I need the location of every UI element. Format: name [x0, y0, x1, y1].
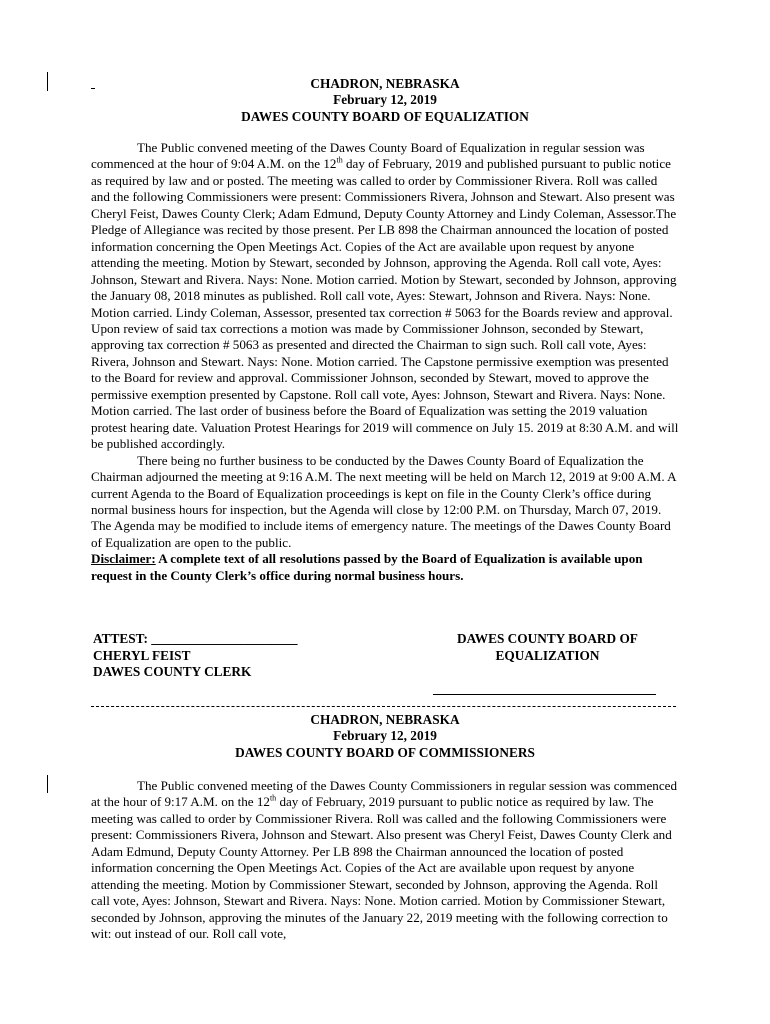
meeting2-paragraph-1: [91, 778, 679, 943]
meeting2-header: [0, 712, 770, 761]
meeting1-header: [0, 76, 770, 125]
clerk-name: CHERYL FEIST: [93, 647, 191, 663]
meeting1-paragraph-1: [91, 140, 679, 453]
meeting1-body: [91, 140, 679, 584]
clerk-title: DAWES COUNTY CLERK: [93, 664, 252, 679]
revision-bar-2: [47, 775, 48, 793]
meeting1-para1-superscript: th: [336, 156, 343, 166]
section-separator: [91, 706, 676, 707]
board-name-line2: EQUALIZATION: [495, 647, 600, 663]
board-signature-line: [433, 694, 656, 695]
meeting2-para1-part-a: The Public convened meeting of the Dawes County Commissioners in regular session was commenced at the hour of 9:17 A.M. on the 12: [91, 778, 678, 810]
meeting2-city: CHADRON, NEBRASKA: [310, 712, 460, 727]
board-signature-block: [430, 631, 665, 664]
meeting2-board: DAWES COUNTY BOARD OF COMMISSIONERS: [235, 744, 535, 760]
meeting1-board: DAWES COUNTY BOARD OF EQUALIZATION: [241, 108, 529, 124]
meeting1-city: CHADRON, NEBRASKA: [310, 76, 460, 91]
meeting2-para1-part-b: day of February, 2019 pursuant to public notice as required by law. The meeting was called to order by Commissioner Rivera. Roll was called and the following Commissioners were present: Commissioners Rivera, Johnson and Stewart. Also present was Cheryl Feist, Dawes County Clerk and Adam Edmund, Deputy County Attorney. Per LB 898 the Chairman announced the location of posted information concerning the Open Meetings Act. Copies of the Act are available upon request by anyone attending the meeting. Motion by Commissioner Stewart, seconded by Johnson, approving the Agenda. Roll call vote, Ayes: Johnson, Stewart and Rivera. Nays: None. Motion carried. Motion by Commissioner Stewart, seconded by Johnson, approving the minutes of the January 22, 2019 meeting with the following correction to wit: out instead of our. Roll call vote,: [91, 794, 672, 942]
board-name-line1: DAWES COUNTY BOARD OF: [457, 631, 638, 646]
disclaimer-label: Disclaimer:: [91, 551, 156, 567]
meeting1-disclaimer: [91, 551, 679, 584]
meeting1-paragraph-2: There being no further business to be conducted by the Dawes County Board of Equalization the Chairman adjourned the meeting at 9:16 A.M. The next meeting will be held on March 12, 2019 at 9:00 A.M. A current Agenda to the Board of Equalization proceedings is kept on file in the County Clerk’s office during normal business hours for inspection, but the Agenda will close by 12:00 P.M. on Thursday, March 07, 2019. The Agenda may be modified to include items of emergency nature. The meetings of the Dawes County Board of Equalization are open to the public.: [91, 452, 676, 550]
attest-block: [93, 631, 298, 681]
meeting2-body: [91, 778, 679, 943]
attest-line: ATTEST: ______________________: [93, 631, 298, 646]
disclaimer-text: A complete text of all resolutions passed by the Board of Equalization is available upon request in the County Clerk’s office during normal business hours.: [91, 551, 643, 583]
meeting1-para1-part-a: The Public convened meeting of the Dawes County Board of Equalization in regular session was commenced at the hour of 9:04 A.M. on the 12: [91, 140, 645, 172]
meeting2-date: February 12, 2019: [333, 728, 437, 744]
meeting1-para1-part-b: day of February, 2019 and published pursuant to public notice as required by law and or posted. The meeting was called to order by Commissioner Rivera. Roll was called and the following Commissioners were present: Commissioners Rivera, Johnson and Stewart. Also present was Cheryl Feist, Dawes County Clerk; Adam Edmund, Deputy County Attorney and Lindy Coleman, Assessor.The Pledge of Allegiance was recited by those present. Per LB 898 the Chairman announced the location of posted information concerning the Open Meetings Act. Copies of the Act are available upon request by anyone attending the meeting. Motion by Stewart, seconded by Johnson, approving the Agenda. Roll call vote, Ayes: Johnson, Stewart and Rivera. Nays: None. Motion carried. Motion by Stewart, seconded by Johnson, approving the January 08, 2018 minutes as published. Roll call vote, Ayes: Stewart, Johnson and Rivera. Nays: None. Motion carried. Lindy Coleman, Assessor, presented tax correction # 5063 for the Boards review and approval. Upon review of said tax corrections a motion was made by Commissioner Johnson, seconded by Stewart, approving tax correction # 5063 as presented and directed the Chairman to sign such. Roll call vote, Ayes: Rivera, Johnson and Stewart. Nays: None. Motion carried. The Capstone permissive exemption was presented to the Board for review and approval. Commissioner Johnson, seconded by Stewart, moved to approve the permissive exemption presented by Capstone. Roll call vote, Ayes: Johnson, Stewart and Rivera. Nays: None. Motion carried. The last order of business before the Board of Equalization was setting the 2019 valuation protest hearing date. Valuation Protest Hearings for 2019 will commence on July 15. 2019 at 8:30 A.M. and will be published accordingly.: [91, 156, 679, 452]
meeting2-para1-superscript: th: [269, 794, 277, 804]
meeting1-date: February 12, 2019: [333, 92, 437, 108]
